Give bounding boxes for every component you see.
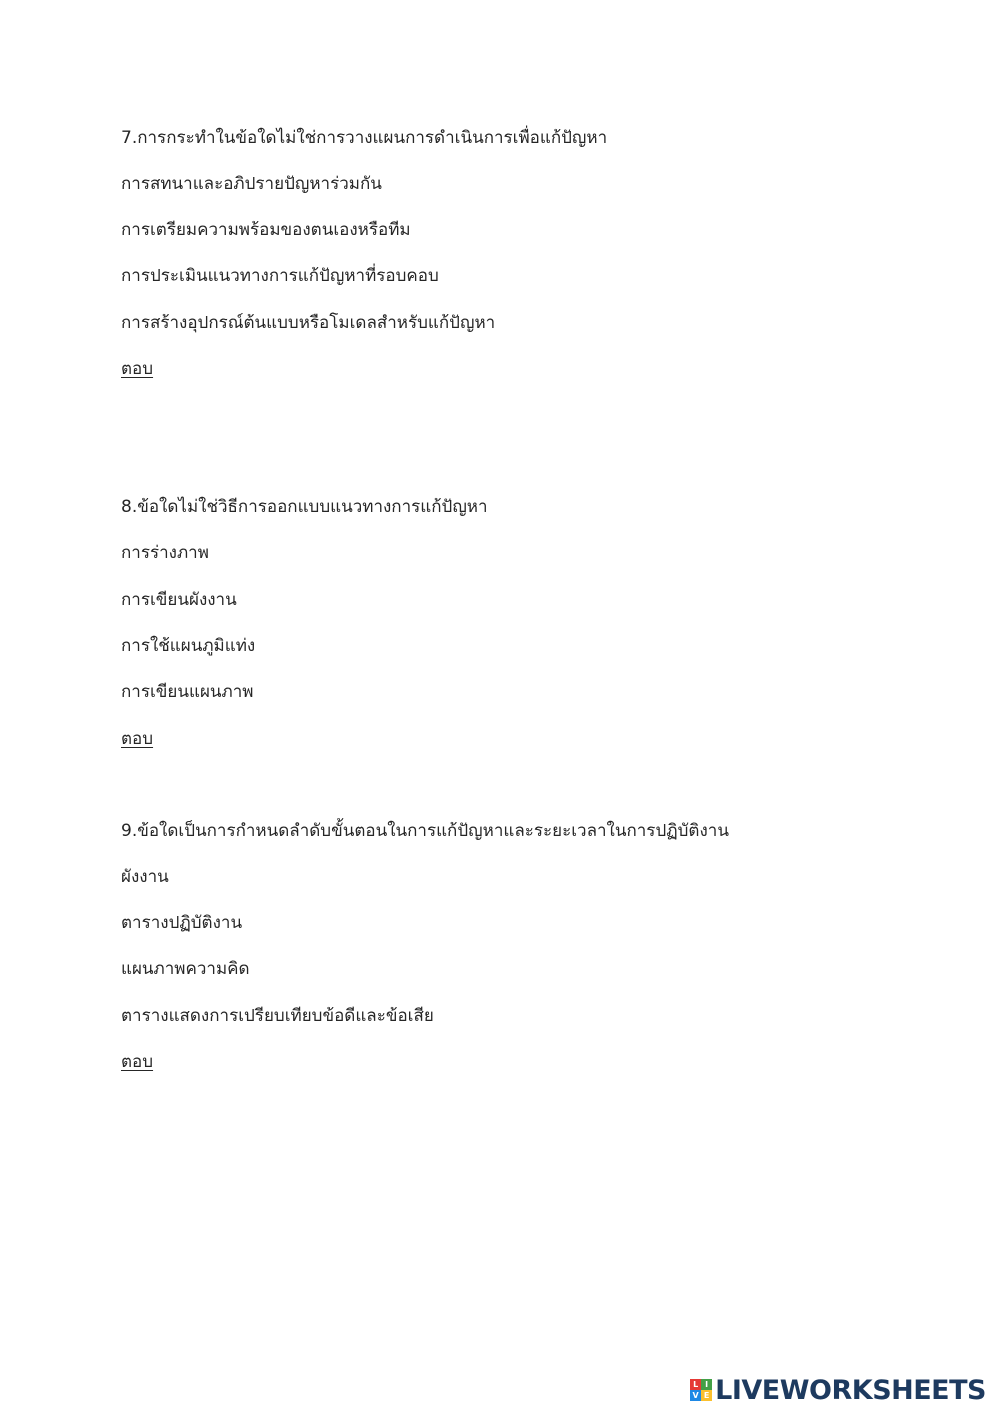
liveworksheets-logo-text: LIVEWORKSHEETS <box>715 1374 986 1406</box>
question-8-text: 8.ข้อใดไม่ใช่วิธีการออกแบบแนวทางการแก้ปัญหา <box>121 497 488 517</box>
question-8-option-2: การเขียนผังงาน <box>121 590 237 610</box>
question-9-answer-label[interactable]: ตอบ <box>121 1052 154 1072</box>
question-9-text: 9.ข้อใดเป็นการกำหนดลำดับขั้นตอนในการแก้ปัญหาและระยะเวลาในการปฏิบัติงาน <box>121 821 729 841</box>
logo-letter-e: E <box>701 1390 712 1401</box>
question-7-text: 7.การกระทำในข้อใดไม่ใช่การวางแผนการดำเนินการเพื่อแก้ปัญหา <box>121 128 608 148</box>
question-8-option-3: การใช้แผนภูมิแท่ง <box>121 636 256 656</box>
logo-letter-l: L <box>690 1379 701 1390</box>
question-7-option-1: การสทนาและอภิปรายปัญหาร่วมกัน <box>121 174 382 194</box>
question-7-option-4: การสร้างอุปกรณ์ต้นแบบหรือโมเดลสำหรับแก้ปัญหา <box>121 313 496 333</box>
question-9-option-4: ตารางแสดงการเปรียบเทียบข้อดีและข้อเสีย <box>121 1006 434 1026</box>
question-9-option-2: ตารางปฏิบัติงาน <box>121 913 243 933</box>
question-7-option-2: การเตรียมความพร้อมของตนเองหรือทีม <box>121 220 411 240</box>
question-7-answer-label[interactable]: ตอบ <box>121 359 154 379</box>
question-9-option-1: ผังงาน <box>121 867 169 887</box>
question-8-answer-label[interactable]: ตอบ <box>121 729 154 749</box>
liveworksheets-logo <box>690 1372 986 1408</box>
question-8-option-1: การร่างภาพ <box>121 543 209 563</box>
liveworksheets-logo-icon <box>690 1379 712 1401</box>
question-8-option-4: การเขียนแผนภาพ <box>121 682 254 702</box>
logo-letter-i: I <box>701 1379 712 1390</box>
logo-letter-v: V <box>690 1390 701 1401</box>
question-9-option-3: แผนภาพความคิด <box>121 959 250 979</box>
question-7-option-3: การประเมินแนวทางการแก้ปัญหาที่รอบคอบ <box>121 266 439 286</box>
